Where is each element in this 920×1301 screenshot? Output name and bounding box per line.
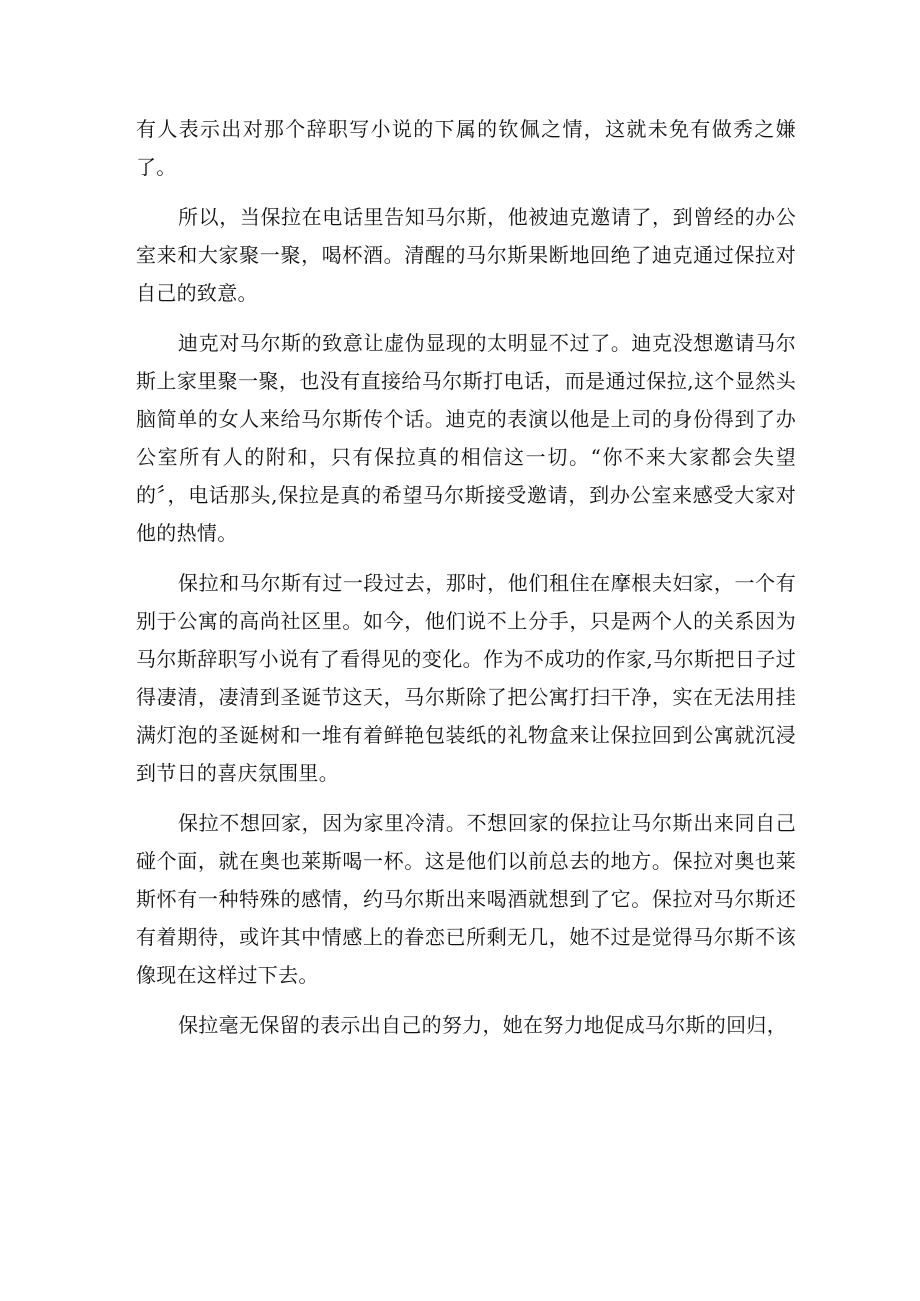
paragraph: 保拉不想回家，因为家里冷清。不想回家的保拉让马尔斯出来同自己碰个面，就在奥也莱斯喝一杯。这是他们以前总去的地方。保拉对奥也莱斯怀有一种特殊的感情，约马尔斯出来喝酒就想到了它。保拉对马尔斯还有着期待，或许其中情感上的眷恋已所剩无几，她不过是觉得马尔斯不该像现在这样过下去。 [136, 811, 796, 987]
document-body [136, 110, 796, 1056]
paragraph: 所以，当保拉在电话里告知马尔斯，他被迪克邀请了，到曾经的办公室来和大家聚一聚，喝杯酒。清醒的马尔斯果断地回绝了迪克通过保拉对自己的致意。 [136, 205, 796, 305]
paragraph-continuation: 有人表示出对那个辞职写小说的下属的钦佩之情，这就未免有做秀之嫌了。 [136, 117, 796, 179]
paragraph: 保拉和马尔斯有过一段过去，那时，他们租住在摩根夫妇家，一个有别于公寓的高尚社区里。如今，他们说不上分手，只是两个人的关系因为马尔斯辞职写小说有了看得见的变化。作为不成功的作家,马尔斯把日子过得凄清，凄清到圣诞节这天，马尔斯除了把公寓打扫干净，实在无法用挂满灯泡的圣诞树和一堆有着鲜艳包装纸的礼物盒来让保拉回到公寓就沉浸到节日的喜庆氛围里。 [136, 571, 796, 785]
paragraph: 保拉毫无保留的表示出自己的努力，她在努力地促成马尔斯的回归， [178, 1013, 787, 1037]
paragraph: 迪克对马尔斯的致意让虚伪显现的太明显不过了。迪克没想邀请马尔斯上家里聚一聚，也没有直接给马尔斯打电话，而是通过保拉,这个显然头脑简单的女人来给马尔斯传个话。迪克的表演以他是上司的身份得到了办公室所有人的附和，只有保拉真的相信这一切。“你不来大家都会失望的〞，电话那头,保拉是真的希望马尔斯接受邀请，到办公室来感受大家对他的热情。 [136, 331, 796, 545]
